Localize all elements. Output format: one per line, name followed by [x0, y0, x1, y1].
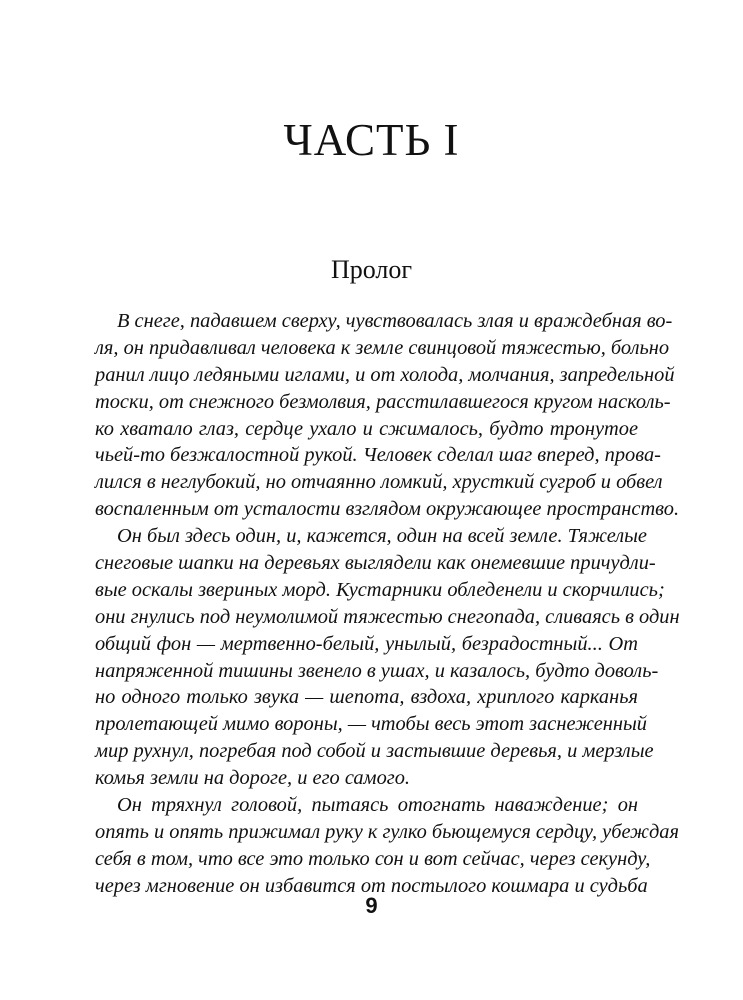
text-line: пролетающей мимо вороны, — чтобы весь этот заснеженный [95, 713, 647, 736]
text-line: снеговые шапки на деревьях выглядели как онемевшие причудли- [95, 552, 656, 575]
text-line: общий фон — мертвенно-белый, унылый, безрадостный... От [95, 632, 638, 655]
text-line: себя в том, что все это только сон и вот сейчас, через секунду, [95, 847, 651, 870]
text-line: ко хватало глаз, сердце ухало и сжималось, будто тронутое [95, 417, 638, 440]
page-number: 9 [365, 893, 378, 918]
text-line: В снеге, падавшем сверху, чувствовалась злая и враждебная во- [117, 310, 673, 332]
text-line: вые оскалы звериных морд. Кустарники обледенели и скорчились; [95, 578, 665, 601]
text-line: лился в неглубокий, но отчаянно ломкий, хрусткий сугроб и обвел [95, 471, 663, 494]
text-line: опять и опять прижимал руку к гулко бьющемуся сердцу, убеждая [95, 820, 679, 843]
part-title: ЧАСТЬ I [283, 115, 460, 165]
paragraph [95, 308, 680, 523]
text-line: Он тряхнул головой, пытаясь отогнать наваждение; он [117, 794, 638, 817]
chapter-title: Пролог [330, 255, 413, 284]
text-line: мир рухнул, погребая под собой и застывшие деревья, и мерзлые [95, 740, 654, 763]
text-line: ранил лицо ледяными иглами, и от холода, молчания, запредельной [95, 363, 675, 386]
text-line: воспаленным от усталости взглядом окружающее пространство. [95, 498, 680, 521]
paragraph [95, 792, 679, 900]
text-line: напряженной тишины звенело в ушах, и казалось, будто доволь- [95, 659, 659, 682]
text-line: тоски, от снежного безмолвия, расстилавшегося кругом насколь- [95, 390, 671, 413]
text-line: ля, он придавливал человека к земле свинцовой тяжестью, больно [95, 336, 670, 359]
text-line: Он был здесь один, и, кажется, один на всей земле. Тяжелые [117, 525, 647, 548]
text-line: через мгновение он избавится от постылого кошмара и судьба [95, 874, 648, 897]
paragraph [95, 523, 680, 792]
text-line: но одного только звука — шепота, вздоха, хриплого карканья [95, 686, 638, 709]
text-line: чьей-то безжалостной рукой. Человек сделал шаг вперед, прова- [95, 444, 661, 467]
body-text [95, 308, 680, 900]
text-line: они гнулись под неумолимой тяжестью снегопада, сливаясь в один [95, 605, 680, 628]
text-line: комья земли на дороге, и его самого. [95, 767, 411, 790]
